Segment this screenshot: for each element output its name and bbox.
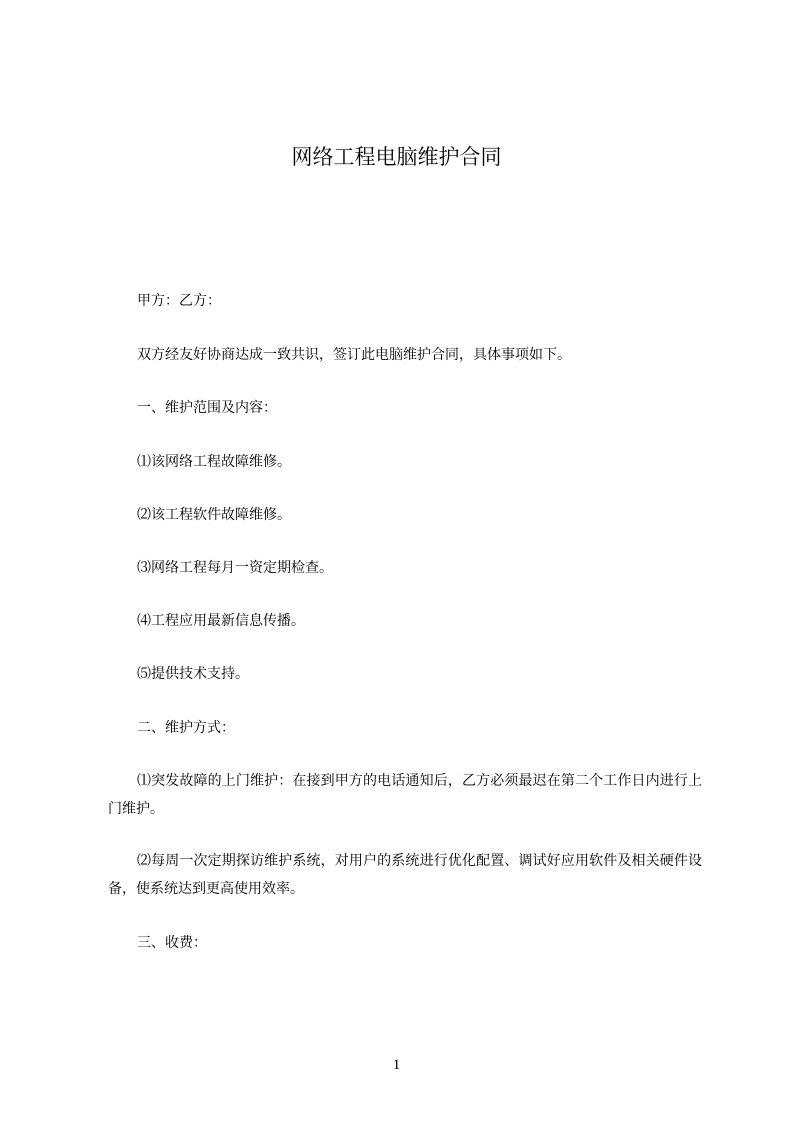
section1-item-1: ⑴该网络工程故障维修。 bbox=[137, 454, 291, 470]
document-title: 网络工程电脑维护合同 bbox=[291, 145, 502, 169]
section2-item-1: ⑴突发故障的上门维护：在接到甲方的电话通知后，乙方必须最迟在第二个工作日内进行上门维护。 bbox=[108, 773, 702, 817]
section2-item-2: ⑵每周一次定期探访维护系统，对用户的系统进行优化配置、调试好应用软件及相关硬件设备，使系统达到更高使用效率。 bbox=[108, 853, 702, 897]
section2-heading: 二、维护方式： bbox=[137, 720, 235, 736]
page-number: 1 bbox=[392, 1057, 401, 1073]
intro-paragraph: 双方经友好协商达成一致共识，签订此电脑维护合同，具体事项如下。 bbox=[137, 347, 571, 363]
section1-item-3: ⑶网络工程每月一资定期检查。 bbox=[137, 560, 333, 576]
section1-item-4: ⑷工程应用最新信息传播。 bbox=[137, 613, 305, 629]
section1-heading: 一、维护范围及内容： bbox=[137, 400, 277, 416]
parties-line: 甲方：乙方： bbox=[137, 293, 221, 309]
section3-heading: 三、收费： bbox=[137, 935, 207, 951]
section1-item-5: ⑸提供技术支持。 bbox=[137, 666, 249, 682]
section1-item-2: ⑵该工程软件故障维修。 bbox=[137, 507, 291, 523]
